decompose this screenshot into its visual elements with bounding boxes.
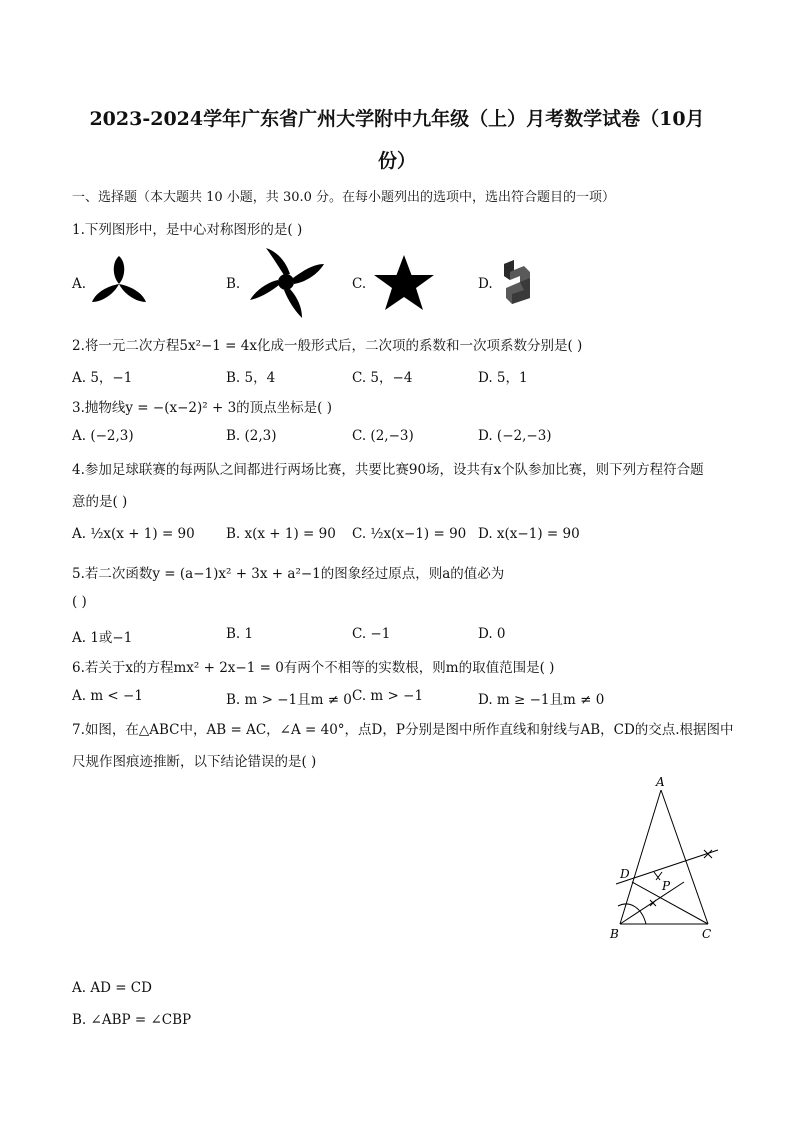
- q5-stem-line1: 5.若二次函数y = (a−1)x² + 3x + a²−1的图象经过原点，则a的值必为: [72, 566, 505, 582]
- q2-option-b: B. 5，4: [226, 370, 276, 386]
- q6-option-d: D. m ≥ −1且m ≠ 0: [478, 692, 605, 708]
- q3-option-b: B. (2,3): [226, 428, 277, 444]
- q2-option-a: A. 5，−1: [72, 370, 133, 386]
- exam-title-line1: 2023-2024学年广东省广州大学附中九年级（上）月考数学试卷（10月: [89, 108, 705, 130]
- q6-option-b: B. m > −1且m ≠ 0: [226, 692, 352, 708]
- q3-option-d: D. (−2,−3): [478, 428, 552, 444]
- q7-stem-line1: 7.如图，在△ABC中，AB = AC，∠A = 40°，点D，P分别是图中所作直线和射线与AB，CD的交点.根据图中: [72, 722, 734, 738]
- q4-option-b: B. x(x + 1) = 90: [226, 526, 336, 542]
- pinwheel-figure-b: [248, 244, 328, 320]
- q2-stem: 2.将一元二次方程5x²−1 = 4x化成一般形式后，二次项的系数和一次项系数分别是( ): [72, 338, 583, 354]
- q7-option-b: B. ∠ABP = ∠CBP: [72, 1012, 192, 1028]
- q2-option-d: D. 5，1: [478, 370, 528, 386]
- angle-bisector-ray: [620, 882, 684, 924]
- q1-label-a: A.: [72, 276, 87, 292]
- q4-stem-line1: 4.参加足球联赛的每两队之间都进行两场比赛，共要比赛90场，设共有x个队参加比赛，则下列方程符合题: [72, 462, 704, 478]
- q7-option-a: A. AD = CD: [72, 980, 152, 996]
- side-ac: [661, 790, 708, 924]
- q6-option-a: A. m < −1: [72, 688, 143, 704]
- q5-option-d: D. 0: [478, 626, 506, 642]
- q5-option-a: A. 1或−1: [72, 630, 133, 646]
- propeller-figure-a: [88, 254, 150, 310]
- q1-stem: 1.下列图形中，是中心对称图形的是( ): [72, 222, 303, 238]
- construction-arc: [618, 904, 646, 924]
- q4-option-a: A. ½x(x + 1) = 90: [72, 526, 195, 542]
- q4-stem-line2: 意的是( ): [72, 494, 128, 510]
- q1-label-b: B.: [226, 276, 241, 292]
- q7-stem-line2: 尺规作图痕迹推断，以下结论错误的是( ): [72, 754, 317, 770]
- block-figure-d: [500, 258, 536, 306]
- exam-title-line2: 份）: [377, 150, 416, 172]
- q1-label-d: D.: [478, 276, 493, 292]
- label-b: B: [610, 927, 619, 941]
- q6-option-c: C. m > −1: [352, 688, 424, 704]
- label-p: P: [662, 879, 671, 893]
- q4-option-c: C. ½x(x−1) = 90: [352, 526, 467, 542]
- label-a: A: [656, 775, 665, 789]
- q1-label-c: C.: [352, 276, 367, 292]
- star-figure-c: [372, 254, 436, 312]
- q3-stem: 3.抛物线y = −(x−2)² + 3的顶点坐标是( ): [72, 400, 332, 416]
- q2-option-c: C. 5，−4: [352, 370, 413, 386]
- section-heading: 一、选择题（本大题共 10 小题，共 30.0 分。在每小题列出的选项中，选出符合题目的一项）: [72, 190, 616, 205]
- triangle-construction-figure: [606, 776, 730, 944]
- q3-option-c: C. (2,−3): [352, 428, 414, 444]
- arc-mark-1: [654, 872, 662, 880]
- label-d: D: [620, 867, 630, 881]
- label-c: C: [702, 927, 712, 941]
- q4-option-d: D. x(x−1) = 90: [478, 526, 580, 542]
- arc-mark-3: [650, 900, 656, 906]
- q5-stem-line2: ( ): [72, 594, 87, 610]
- q5-option-b: B. 1: [226, 626, 254, 642]
- q5-option-c: C. −1: [352, 626, 391, 642]
- q3-option-a: A. (−2,3): [72, 428, 134, 444]
- q6-stem: 6.若关于x的方程mx² + 2x−1 = 0有两个不相等的实数根，则m的取值范围是( ): [72, 660, 555, 676]
